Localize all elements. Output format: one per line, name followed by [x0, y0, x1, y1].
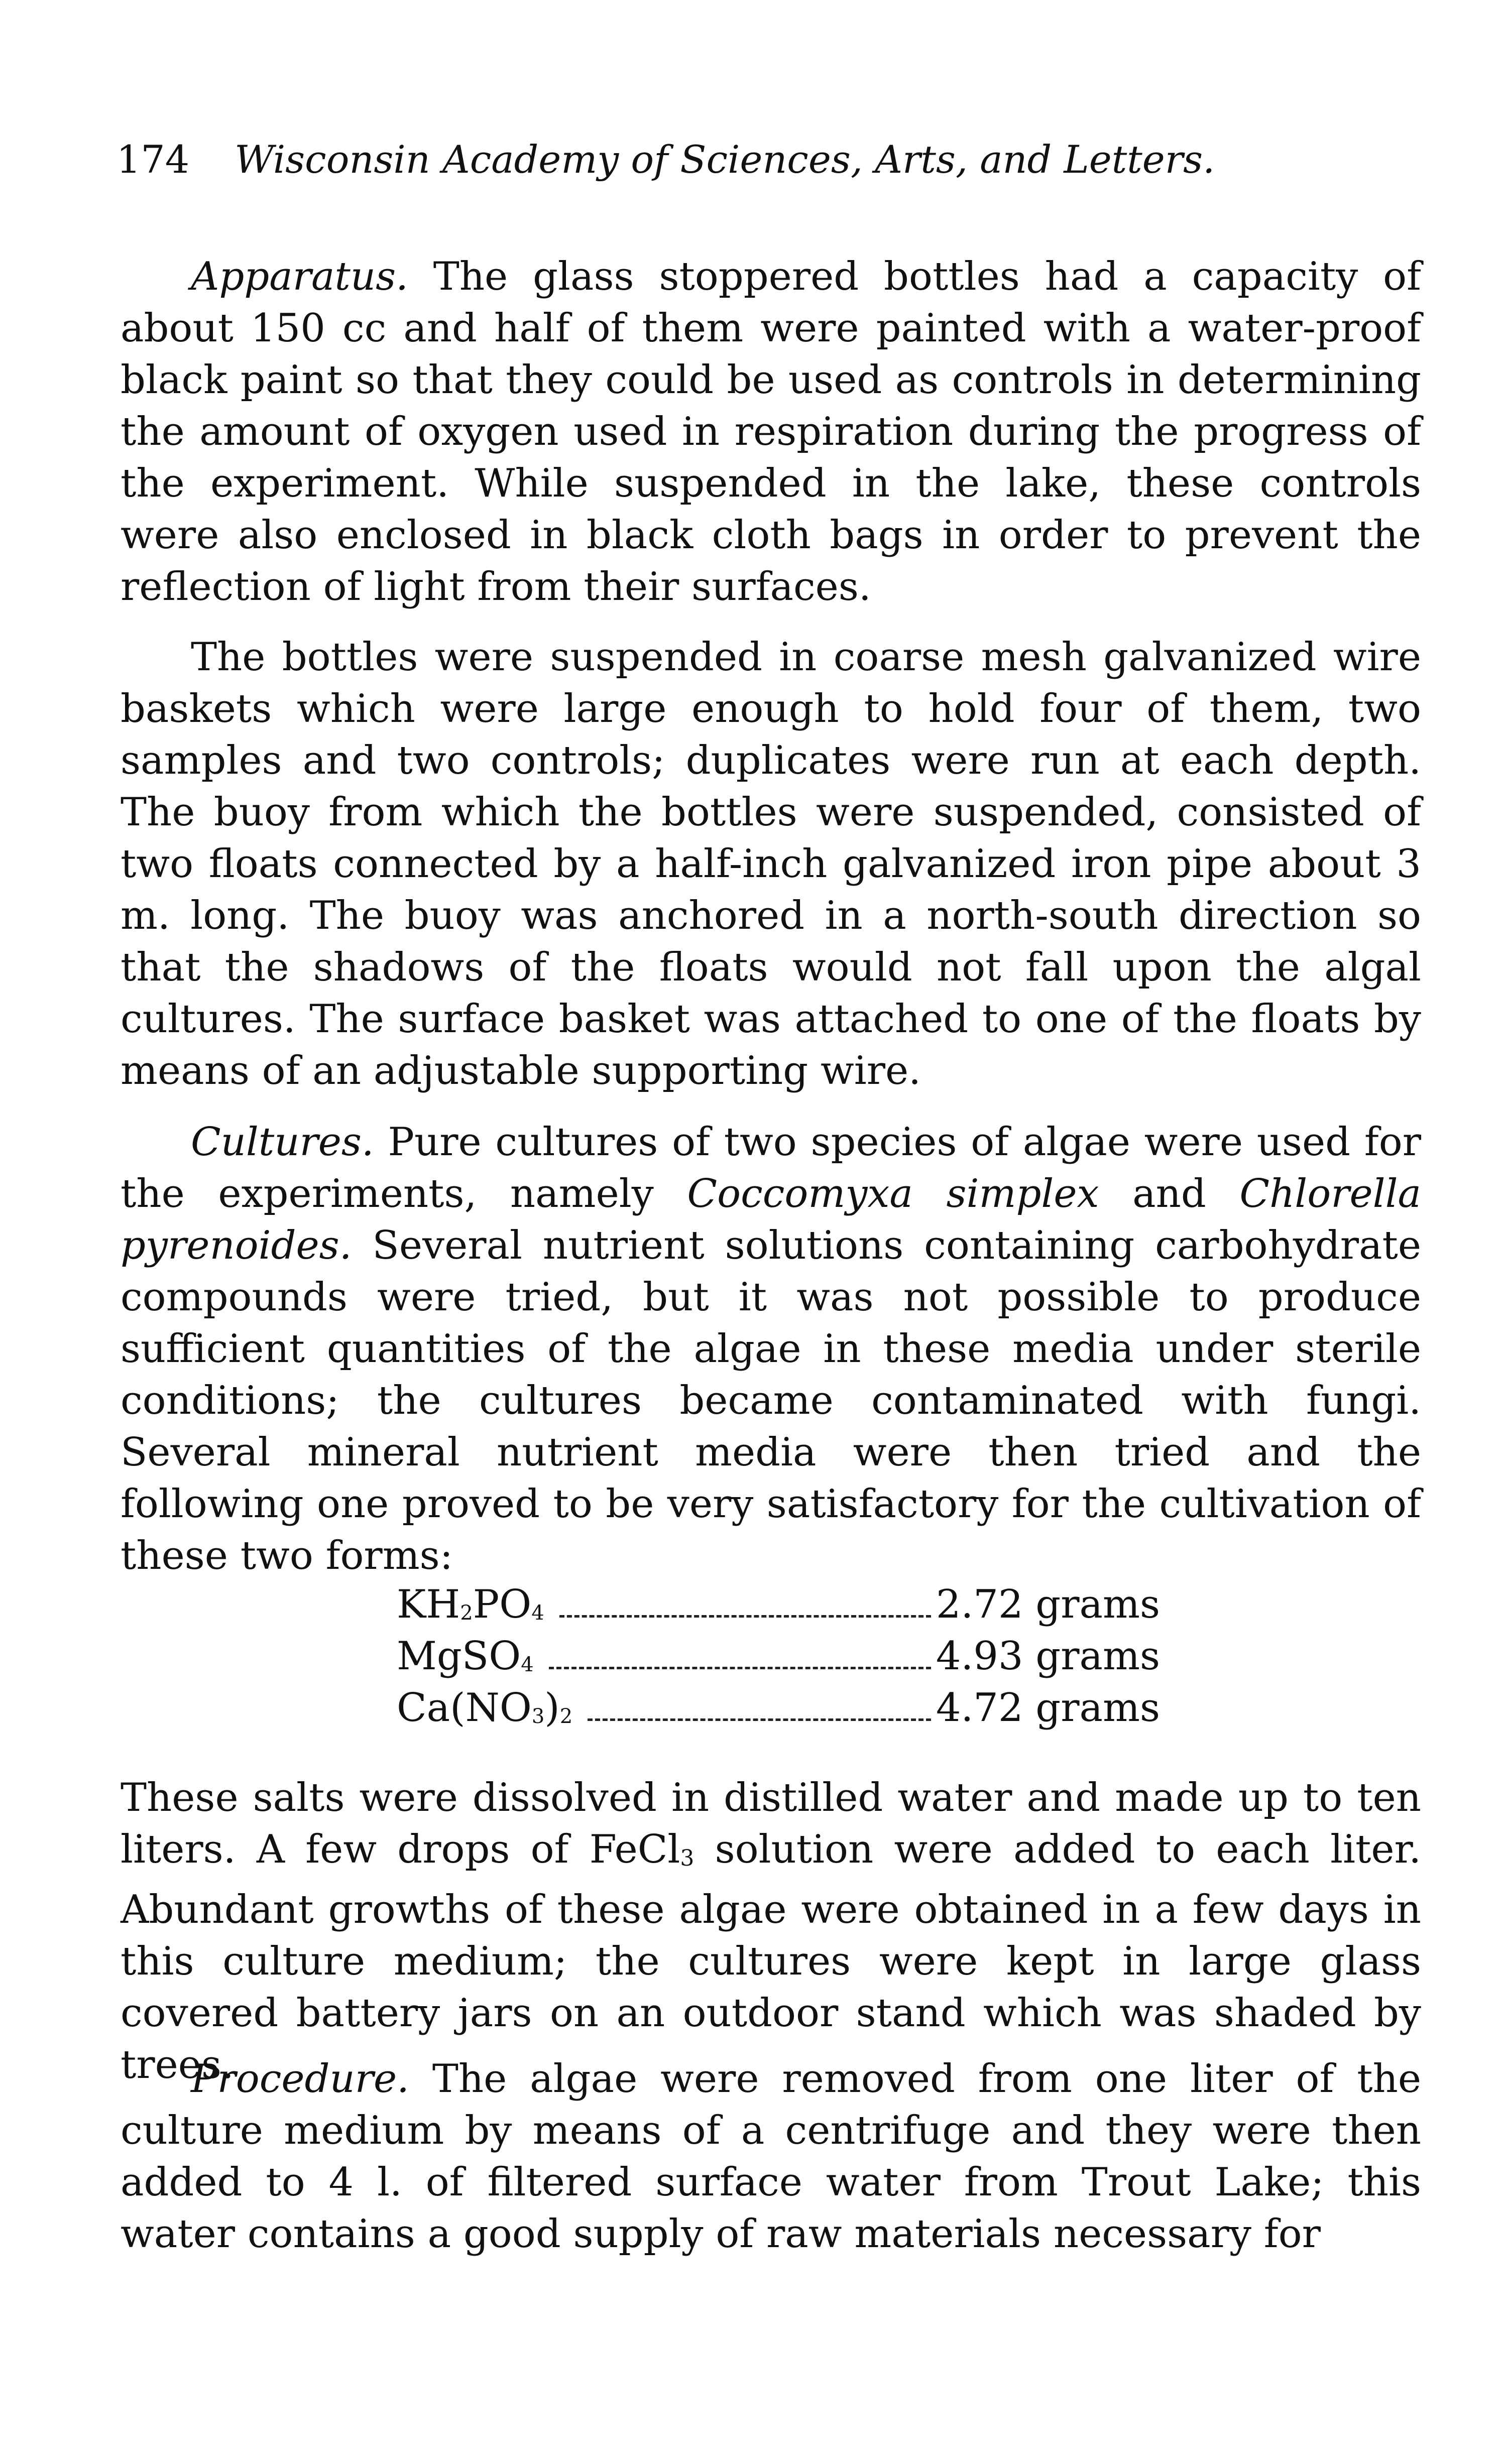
paragraph-procedure: [121, 2053, 1421, 2260]
salts-text-2: solution were added to each liter. Abundant growths of these algae were obtained in a few days in this culture medium; the cultures were kept in large glass covered battery jars on an outdoor stand which was shaded by trees.: [121, 1827, 1421, 2087]
compound-amount: 4.93 grams: [936, 1634, 1160, 1679]
species-chlorella: Chlorella pyrenoides.: [121, 1171, 1422, 1268]
dot-leader: [559, 1615, 931, 1618]
compound-name: $KH_2PO_4$: [397, 1582, 544, 1627]
media-row: [397, 1579, 1160, 1631]
paragraph-apparatus: [121, 251, 1421, 613]
cultures-heading: Cultures.: [191, 1120, 374, 1165]
salts-subscript: 3: [680, 1845, 695, 1871]
cultures-conj: and: [1132, 1171, 1206, 1216]
species-coccomyxa: Coccomyxa simplex: [687, 1171, 1099, 1216]
nutrient-media-table: [397, 1579, 1160, 1734]
salts-text-1: These salts were dissolved in distilled water and made up to ten liters. A few drops of FeCl: [121, 1775, 1421, 1872]
running-head: [117, 135, 1215, 185]
cultures-text-2: Several nutrient solutions containing carbohydrate compounds were tried, but it was not possible to produce sufficient quantities of the algae in these media under sterile conditions; the cultures became contaminated with fungi. Several mineral nutrient media were then tried and the following one proved to be very satisfactory for the cultivation of these two forms:: [121, 1223, 1421, 1578]
compound-name: $Ca(NO_3)_2$: [397, 1685, 573, 1731]
page-number: 174: [117, 137, 190, 182]
apparatus-text: The glass stoppered bottles had a capacity of about 150 cc and half of them were painted with a water-proof black paint so that they could be used as controls in determining the amount of oxygen used in respiration during the progress of the experiment. While suspended in the lake, these controls were also enclosed in black cloth bags in order to prevent the reflection of light from their surfaces.: [121, 254, 1422, 609]
paragraph-salts: [121, 1772, 1421, 2091]
bottles-text: The bottles were suspended in coarse mesh galvanized wire baskets which were large enough to hold four of them, two samples and two controls; duplicates were run at each depth. The buoy from which the bottles were suspended, consisted of two floats connected by a half-inch galvanized iron pipe about 3 m. long. The buoy was anchored in a north-south direction so that the shadows of the floats would not fall upon the algal cultures. The surface basket was attached to one of the floats by means of an adjustable supporting wire.: [121, 635, 1421, 1093]
paragraph-bottles: [121, 632, 1421, 1097]
journal-title: Wisconsin Academy of Sciences, Arts, and Letters.: [235, 137, 1215, 182]
media-row: [397, 1682, 1160, 1734]
media-row: [397, 1631, 1160, 1682]
paragraph-cultures: [121, 1117, 1421, 1582]
procedure-heading: Procedure.: [191, 2056, 409, 2102]
compound-amount: 2.72 grams: [936, 1582, 1160, 1627]
compound-name: MgSO$_4$: [397, 1634, 534, 1679]
apparatus-heading: Apparatus.: [191, 254, 408, 299]
cultures-text-1: Pure cultures of two species of algae were used for the experiments, namely: [121, 1120, 1421, 1216]
compound-amount: 4.72 grams: [936, 1685, 1160, 1731]
dot-leader: [549, 1667, 931, 1669]
procedure-text: The algae were removed from one liter of the culture medium by means of a centrifuge and they were then added to 4 l. of filtered surface water from Trout Lake; this water contains a good supply of raw materials necessary for: [121, 2056, 1421, 2257]
dot-leader: [588, 1718, 931, 1721]
